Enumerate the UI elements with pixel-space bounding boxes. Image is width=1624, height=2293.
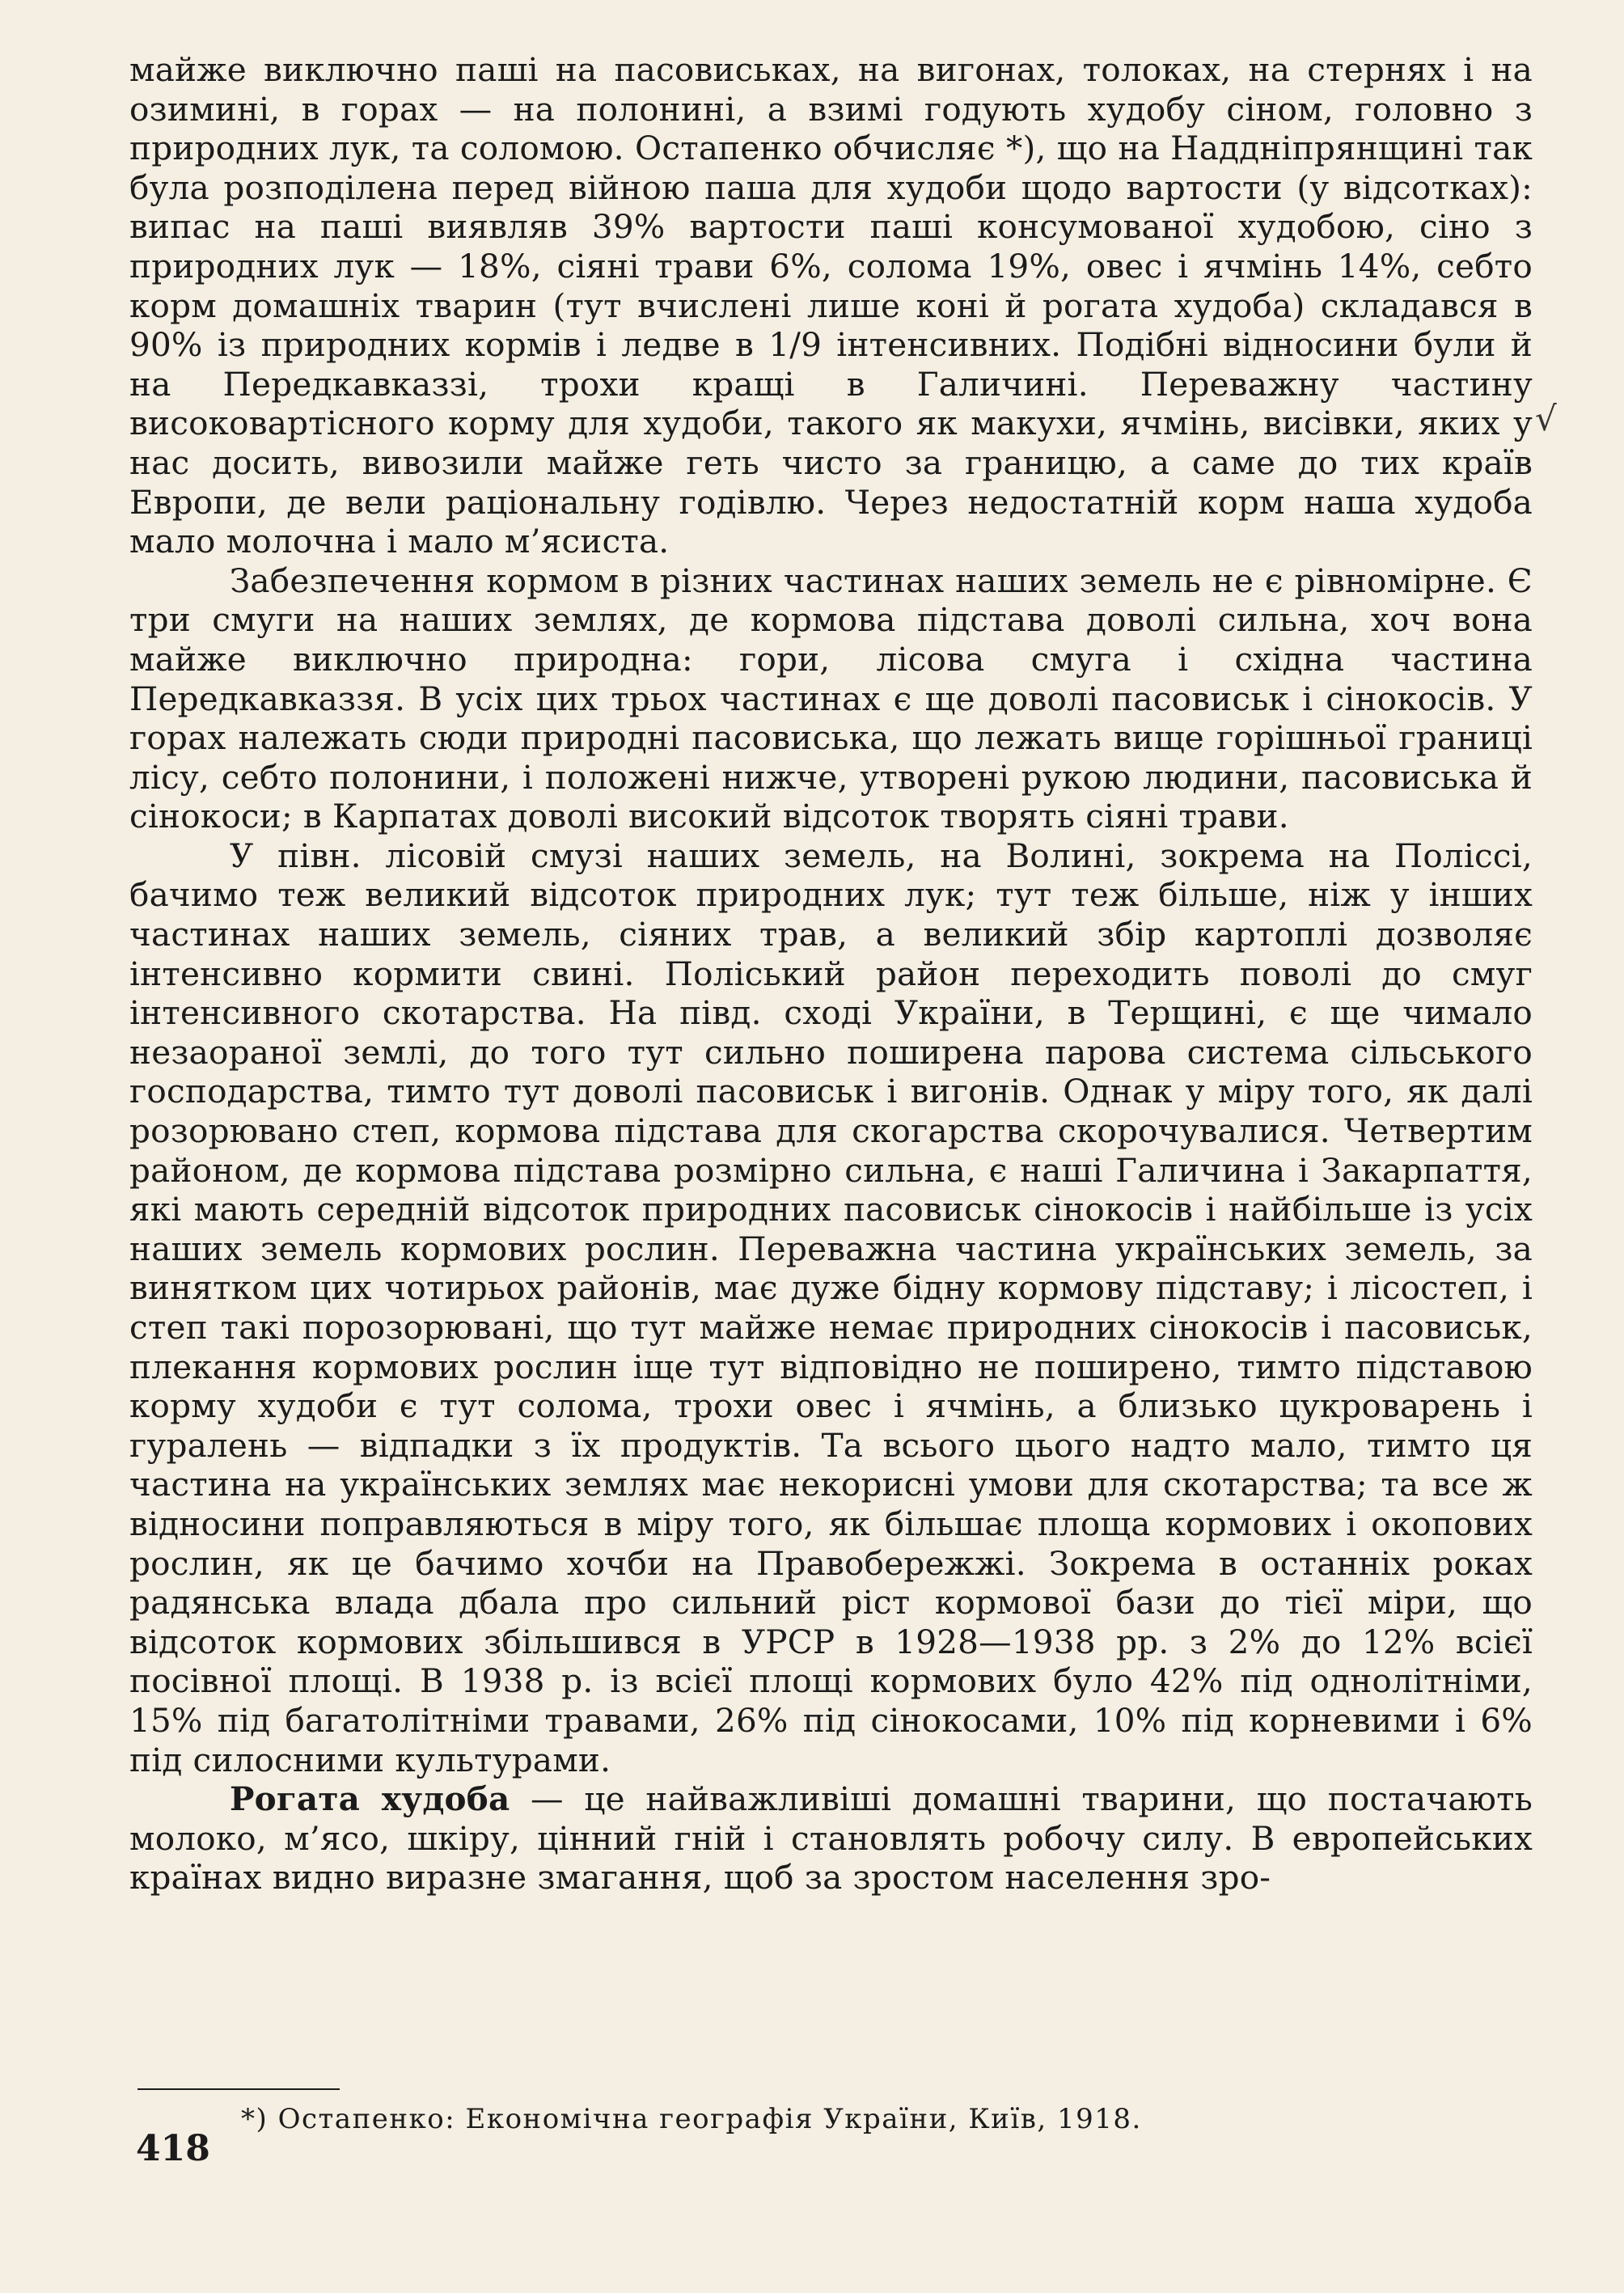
page-number: 418 [136,2128,210,2169]
margin-check-mark: √ [1535,399,1557,438]
section-heading-cattle: Рогата худоба [230,1779,510,1819]
paragraph-cattle [129,1779,1533,1897]
paragraph-cattle-text: — це найважливіші домашні тварини, що постачають молоко, м’ясо, шкіру, цінний гній і становлять робочу силу. В европейських країнах видно виразне змагання, щоб за зростом населення зро- [129,1779,1533,1897]
paragraph-forest-belt: У півн. лісовій смузі наших земель, на Волині, зокрема на Поліссі, бачимо теж великий відсоток природних лук; тут теж більше, ніж у інших частинах наших земель, сіяних трав, а великий збір картоплі дозволяє інтенсивно кормити свині. Поліський район переходить поволі до смуг інтенсивного скотарства. На півд. сході України, в Терщині, є ще чимало незаораної землі, до того тут сильно поширена парова система сільського господарства, тимто тут доволі пасовиськ і вигонів. Однак у міру того, як далі розорювано степ, кормова підстава для скогарства скорочувалися. Четвертим районом, де кормова підстава розмірно сильна, є наші Галичина і Закарпаття, які мають середній відсоток природних пасовиськ сінокосів і найбільше із усіх наших земель кормових рослин. Переважна частина українських земель, за винятком цих чотирьох районів, має дуже бідну кормову підставу; і лісостеп, і степ такі порозорювані, що тут майже немає природних сінокосів і пасовиськ, плекання кормових рослин іще тут відповідно не поширено, тимто підставою корму худоби є тут солома, трохи овес і ячмінь, а близько цукроварень і гуралень — відпадки з їх продуктів. Та всього цього надто мало, тимто ця частина на українських землях має некорисні умови для скотарства; та все ж відносини поправляються в міру того, як більшає площа кормових і окопових рослин, як це бачимо хочби на Правобережжі. Зокрема в останніх роках радянська влада дбала про сильний ріст кормової бази до тієї міри, що відсоток кормових збільшився в УРСР в 1928—1938 рр. з 2% до 12% всієї посівної площі. В 1938 р. із всієї площі кормових було 42% під однолітніми, 15% під багатолітніми травами, 26% під сінокосами, 10% під корневими і 6% під силосними культурами. [129,836,1533,1779]
body-text [129,50,1533,1897]
footnote: *) Остапенко: Економічна географія України, Київ, 1918. [241,2103,1142,2135]
paragraph-fodder-regions: Забезпечення кормом в різних частинах наших земель не є рівномірне. Є три смуги на наших землях, де кормова підстава доволі сильна, хоч вона майже виключно природна: гори, лісова смуга і східна частина Передкавказзя. В усіх цих трьох частинах є ще доволі пасовиськ і сінокосів. У горах належать сюди природні пасовиська, що лежать вище горішньої границі лісу, себто полонини, і положені нижче, утворені рукою людини, пасовиська й сінокоси; в Карпатах доволі високий відсоток творять сіяні трави. [129,561,1533,836]
footnote-divider [137,2088,340,2090]
paragraph-fodder-structure: майже виключно паші на пасовиськах, на вигонах, толоках, на стернях і на озимині, в горах — на полонині, а взимі годують худобу сіном, головно з природних лук, та соломою. Остапенко обчисляє *), що на Наддніпрянщині так була розподілена перед війною паша для худоби щодо вартости (у відсотках): випас на паші виявляв 39% вартости паші консумованої худобою, сіно з природних лук — 18%, сіяні трави 6%, солома 19%, овес і ячмінь 14%, себто корм домашніх тварин (тут вчислені лише коні й рогата худоба) складався в 90% із природних кормів і ледве в 1/9 інтенсивних. Подібні відносини були й на Передкавказзі, трохи кращі в Галичині. Переважну частину високовартісного корму для худоби, такого як макухи, ячмінь, висівки, яких у нас досить, вивозили майже геть чисто за границю, а саме до тих країв Европи, де вели раціональну годівлю. Через недостатній корм наша худоба мало молочна і мало м’ясиста. [129,50,1533,561]
